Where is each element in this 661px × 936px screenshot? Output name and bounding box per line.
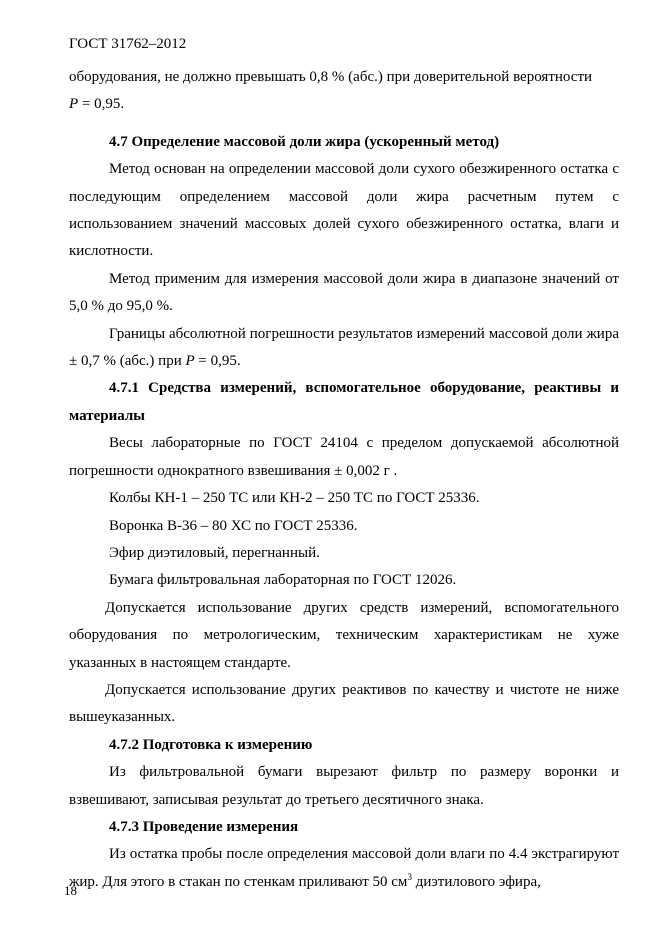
continuation-text bbox=[69, 64, 619, 119]
allowance-paragraph-2: Допускается использование других реактивов по качеству и чистоте не ниже вышеуказанных. bbox=[69, 681, 619, 726]
continuation-line2: = 0,95. bbox=[78, 96, 125, 113]
probability-symbol: P bbox=[69, 96, 79, 113]
equipment-item: Бумага фильтровальная лабораторная по ГОСТ 12026. bbox=[109, 572, 457, 589]
document-body bbox=[69, 64, 619, 896]
section-4-7-para3 bbox=[69, 321, 619, 376]
section-4-7-para3-text: Границы абсолютной погрешности результатов измерений массовой доли жира ± 0,7 % (абс.) при bbox=[69, 325, 619, 370]
section-4-7-3-text-end: диэтилового эфира, bbox=[411, 873, 541, 890]
section-heading-4-7-1: 4.7.1 Средства измерений, вспомогательное оборудование, реактивы и материалы bbox=[69, 380, 619, 424]
section-4-7-3-text: Из остатка пробы после определения массовой доли влаги по 4.4 экстрагируют жир. Для этого в стакан по стенкам приливают 50 см bbox=[69, 846, 619, 890]
section-4-7-para1: Метод основан на определении массовой доли сухого обезжиренного остатка с последующим определением массовой доли жира расчетным путем с использованием значений массовых долей сухого обезжиренного остатка, влаги и кислотности. bbox=[69, 161, 619, 260]
equipment-item: Воронка В-36 – 80 ХС по ГОСТ 25336. bbox=[109, 517, 358, 534]
section-4-7-para3-end: = 0,95. bbox=[194, 353, 241, 370]
page-number: 18 bbox=[64, 883, 77, 898]
section-heading-4-7-3: 4.7.3 Проведение измерения bbox=[109, 818, 299, 835]
equipment-item: Эфир диэтиловый, перегнанный. bbox=[109, 544, 320, 561]
document-header: ГОСТ 31762–2012 bbox=[69, 36, 187, 52]
section-4-7-2-para: Из фильтровальной бумаги вырезают фильтр по размеру воронки и взвешивают, записывая результат до третьего десятичного знака. bbox=[69, 764, 619, 808]
allowance-paragraph-1: Допускается использование других средств измерений, вспомогательного оборудования по метрологическим, техническим характеристикам не хуже указанных в настоящем стандарте. bbox=[69, 599, 619, 671]
section-4-7-3-para bbox=[69, 841, 619, 896]
superscript-3: 3 bbox=[407, 871, 412, 882]
section-heading-4-7-2: 4.7.2 Подготовка к измерению bbox=[109, 736, 313, 753]
continuation-line1: оборудования, не должно превышать 0,8 % (абс.) при доверительной вероятности bbox=[69, 69, 593, 85]
equipment-item: Колбы КН-1 – 250 ТС или КН-2 – 250 ТС по ГОСТ 25336. bbox=[109, 490, 480, 507]
section-4-7-para2: Метод применим для измерения массовой доли жира в диапазоне значений от 5,0 % до 95,0 %. bbox=[69, 270, 619, 315]
equipment-item: Весы лабораторные по ГОСТ 24104 с пределом допускаемой абсолютной погрешности однократного взвешивания ± 0,002 г . bbox=[69, 435, 619, 479]
section-heading-4-7: 4.7 Определение массовой доли жира (ускоренный метод) bbox=[109, 133, 500, 150]
probability-symbol: P bbox=[185, 353, 195, 370]
